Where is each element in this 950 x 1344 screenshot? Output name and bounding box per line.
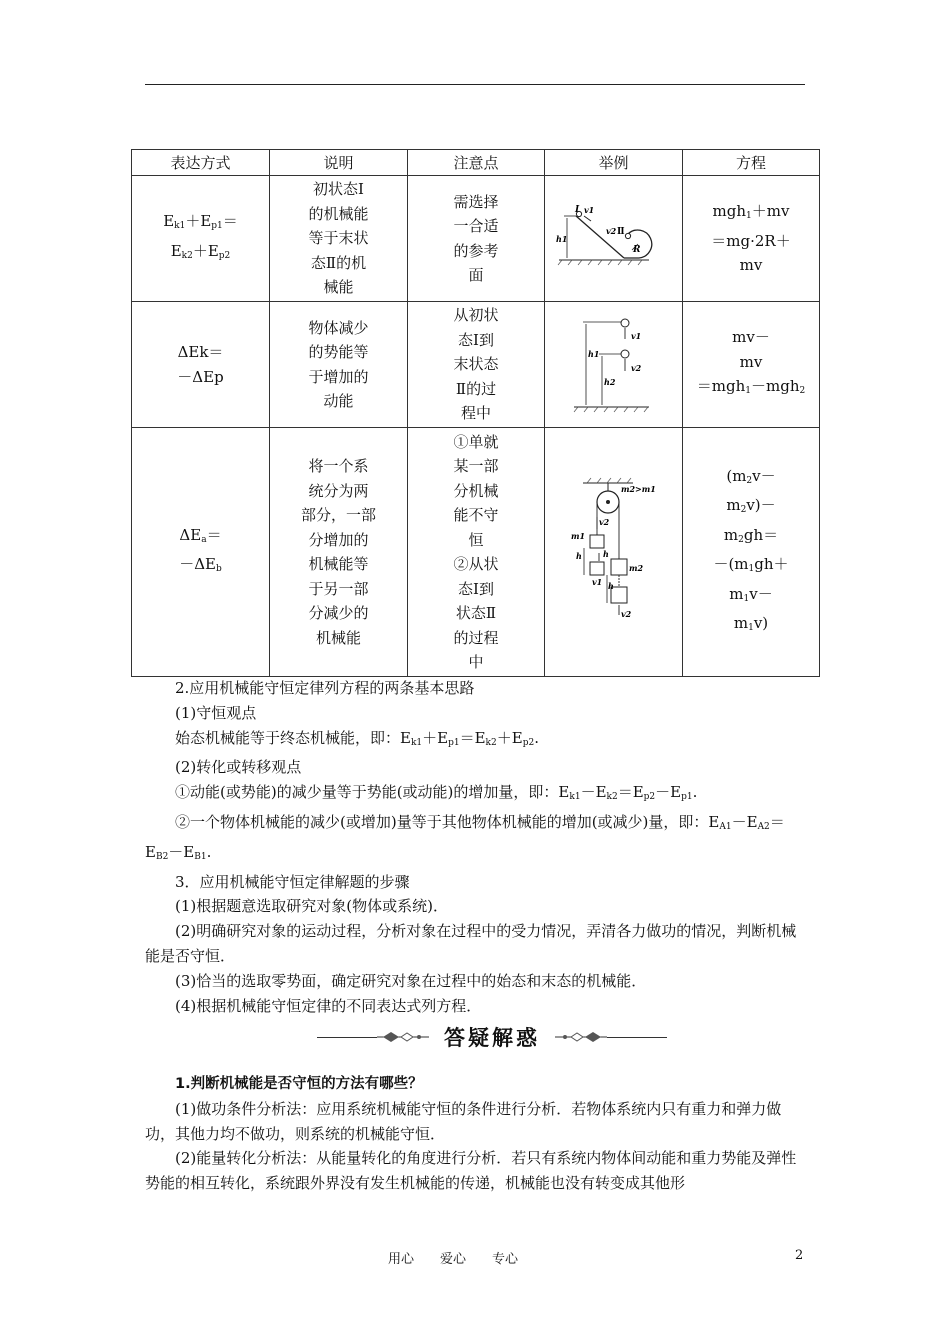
label-v2: v2	[630, 362, 641, 373]
answer-paragraph-1: (1)做功条件分析法：应用系统机械能守恒的条件进行分析．若物体系统内只有重力和弹力做功，其他力均不做功，则系统的机械能守恒．	[145, 1099, 782, 1143]
label-v2-top: v2	[598, 517, 609, 527]
section-2-item-2-a: ①动能(或势能)的减少量等于势能(或动能)的增加量，即：$E_{k1}-E_{k2}=E_{p2}-E_{p1}$.	[175, 783, 698, 803]
section-2-item-2-b: ②一个物体机械能的减少(或增加)量等于其他物体机械能的增加(或减少)量，即：$E_{A1}-E_{A2}=E_{B2}-E_{B1}$.	[145, 812, 785, 862]
equation-cell: ($m_2v-$ $m_2v)-$ $m_2gh=$ $-(m_1gh+$ $m_1v-$ $m_1v$)	[683, 428, 820, 677]
label-state-2: Ⅱ	[616, 226, 625, 237]
table-row	[132, 302, 820, 428]
page-number: 2	[795, 1248, 804, 1263]
section-2-title: 2.应用机械能守恒定律列方程的两条基本思路	[175, 679, 475, 697]
note-cell: 需选择 一合适 的参考 面	[408, 176, 545, 302]
example-diagram-cell	[545, 302, 683, 428]
qa-section	[145, 1072, 807, 1196]
section-3-step-3: (3)恰当的选取零势面，确定研究对象在过程中的始态和末态的机械能．	[175, 971, 647, 990]
table-row	[132, 428, 820, 677]
label-v1: v1	[630, 330, 641, 341]
section-2-item-2: (2)转化或转移观点	[175, 758, 302, 777]
label-state-1: Ⅰ	[574, 204, 579, 215]
conservation-table	[131, 149, 820, 677]
note-cell: 从初状 态Ⅰ到 末状态 Ⅱ的过 程中	[408, 302, 545, 428]
label-h2: h2	[603, 376, 615, 387]
description-cell: 将一个系 统分为两 部分，一部 分增加的 机械能等 于另一部 分减少的 机械能	[270, 428, 408, 677]
section-3-step-2: (2)明确研究对象的运动过程，分析对象在过程中的受力情况，弄清各力做功的情况，判断机械能是否守恒．	[145, 922, 797, 965]
header-cell: 说明	[270, 150, 408, 176]
question-1: 1.判断机械能是否守恒的方法有哪些？	[175, 1076, 423, 1092]
banner-ornament-right-icon	[555, 1030, 607, 1044]
description-cell: 物体减少 的势能等 于增加的 动能	[270, 302, 408, 428]
methods-section	[145, 676, 807, 1018]
equation-cell: mgh$_1$＋mv ＝mg·2R＋ mv	[683, 176, 820, 302]
expression-cell: ΔEk＝ －ΔEp	[132, 302, 270, 428]
note-cell: ①单就 某一部 分机械 能不守 恒 ②从状 态Ⅰ到 状态Ⅱ 的过程 中	[408, 428, 545, 677]
section-2-item-1-text: 始态机械能等于终态机械能，即：$E_{k1}+E_{p1}=E_{k2}+E_{p2}$.	[175, 728, 539, 748]
label-h-left: h	[575, 551, 582, 561]
table-row	[132, 176, 820, 302]
label-m2: m2	[628, 563, 643, 573]
slope-loop-diagram	[554, 204, 674, 274]
pulley-diagram	[559, 477, 669, 627]
table-header-row	[132, 150, 820, 176]
expression-cell: $\Delta E_a=$ $-\Delta E_b$	[132, 428, 270, 677]
label-v2-bottom: v2	[620, 609, 631, 619]
footer-motto: 用心 爱心 专心	[388, 1252, 519, 1267]
banner-title: 答疑解惑	[444, 1026, 540, 1050]
header-cell: 表达方式	[132, 150, 270, 176]
label-v2: v2	[605, 225, 616, 236]
label-h-right: h	[607, 581, 614, 591]
example-diagram-cell	[545, 176, 683, 302]
section-3-step-1: (1)根据题意选取研究对象(物体或系统)．	[175, 897, 448, 916]
header-cell: 注意点	[408, 150, 545, 176]
label-r: R	[632, 244, 640, 255]
answer-paragraph-2: (2)能量转化分析法：从能量转化的角度进行分析．若只有系统内物体间动能和重力势能及弹性势能的相互转化，系统跟外界没有发生机械能的传递，机械能也没有转变成其他形	[145, 1149, 797, 1193]
section-2-item-1: (1)守恒观点	[175, 703, 257, 722]
header-cell: 举例	[545, 150, 683, 176]
example-diagram-cell	[545, 428, 683, 677]
section-3-step-4: (4)根据机械能守恒定律的不同表达式列方程．	[175, 996, 482, 1015]
banner-line-right	[607, 1037, 667, 1038]
section-3-title: 3．应用机械能守恒定律解题的步骤	[175, 872, 410, 891]
label-h1: h1	[555, 233, 567, 244]
equation-cell: mv－ mv ＝mgh$_1$－mgh$_2$	[683, 302, 820, 428]
label-h1: h1	[587, 348, 599, 359]
label-m2-gt-m1: m2>m1	[620, 484, 656, 494]
header-cell: 方程	[683, 150, 820, 176]
label-v1: v1	[583, 204, 594, 215]
label-v1: v1	[591, 577, 602, 587]
description-cell: 初状态Ⅰ 的机械能 等于末状 态Ⅱ的机 械能	[270, 176, 408, 302]
expression-cell: $E_{k1}+E_{p1}=$ $E_{k2}+E_{p2}$	[132, 176, 270, 302]
label-m1: m1	[570, 531, 585, 541]
section-banner	[317, 1021, 667, 1053]
label-h-mid: h	[602, 549, 609, 559]
top-rule	[145, 84, 805, 85]
free-fall-diagram	[569, 315, 659, 415]
